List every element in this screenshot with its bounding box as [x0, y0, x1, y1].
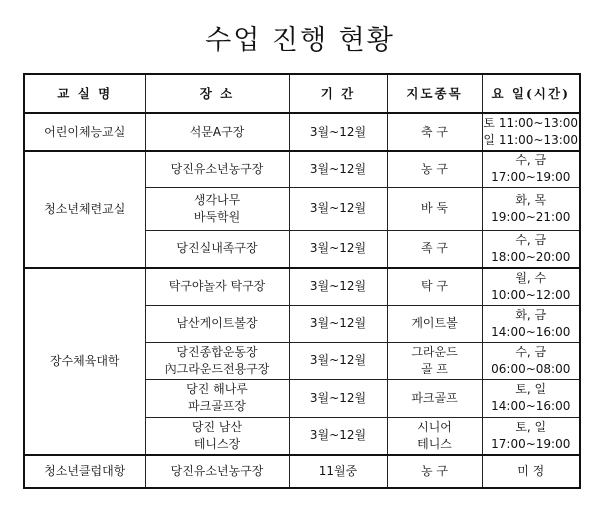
schedule-line: 17:00~19:00: [491, 436, 571, 451]
schedule-cell: [482, 417, 580, 455]
sport-line: 농 구: [421, 464, 448, 478]
place-line: 바둑학원: [193, 209, 241, 224]
sport-line: 게이트볼: [411, 316, 458, 330]
table-group: [24, 151, 580, 268]
place-cell: [145, 151, 289, 187]
header-room: 교 실 명: [24, 74, 145, 113]
place-line: 파크골프장: [188, 399, 246, 413]
sport-line: 시니어: [417, 419, 452, 434]
sport-cell: [387, 455, 482, 488]
period-cell: 3월~12월: [289, 305, 387, 342]
schedule-cell: [482, 151, 580, 187]
schedule-line: 14:00~16:00: [491, 324, 571, 339]
sport-cell: [387, 268, 482, 305]
place-line: 테니스장: [193, 436, 241, 451]
place-line: 당진실내족구장: [176, 241, 258, 256]
place-line: 당진 해나루: [186, 382, 248, 396]
room-cell: 청소년클럽대항: [24, 455, 145, 488]
sport-cell: [387, 230, 482, 268]
place-cell: [145, 113, 289, 151]
schedule-line: 화, 목: [515, 192, 547, 207]
schedule-line: 토, 일: [515, 382, 547, 396]
period-cell: 3월~12월: [289, 151, 387, 187]
room-cell: 장수체육대학: [24, 268, 145, 455]
sport-line: 탁 구: [421, 279, 448, 294]
schedule-line: 일 11:00~13:00: [483, 133, 579, 147]
schedule-cell: [482, 305, 580, 342]
schedule-cell: [482, 230, 580, 268]
place-line: 內그라운드전용구장: [164, 361, 270, 376]
place-cell: [145, 268, 289, 305]
schedule-line: 토 11:00~13:00: [483, 116, 579, 130]
period-cell: 3월~12월: [289, 187, 387, 230]
header-period: 기 간: [289, 74, 387, 113]
schedule-line: 19:00~21:00: [491, 209, 571, 224]
table-group: [24, 113, 580, 151]
place-line: 탁구야놀자 탁구장: [168, 279, 266, 294]
class-status-table: [23, 73, 581, 489]
sport-cell: [387, 379, 482, 417]
room-cell: 청소년체련교실: [24, 151, 145, 268]
sport-cell: [387, 151, 482, 187]
schedule-cell: [482, 455, 580, 488]
place-cell: [145, 305, 289, 342]
schedule-line: 월, 수: [515, 270, 547, 285]
place-line: 당진유소년농구장: [170, 161, 264, 176]
place-cell: [145, 187, 289, 230]
sport-cell: [387, 417, 482, 455]
sport-line: 골 프: [421, 361, 448, 376]
place-cell: [145, 342, 289, 379]
schedule-line: 수, 금: [515, 232, 547, 247]
room-cell: 어린이체능교실: [24, 113, 145, 151]
sport-line: 축 구: [421, 124, 448, 139]
table-group: [24, 455, 580, 488]
place-cell: [145, 379, 289, 417]
schedule-line: 수, 금: [515, 153, 547, 168]
schedule-cell: [482, 268, 580, 305]
period-cell: 3월~12월: [289, 230, 387, 268]
place-cell: [145, 455, 289, 488]
table-row: [24, 268, 580, 305]
place-cell: [145, 230, 289, 268]
sport-line: 그라운드: [411, 344, 458, 359]
sport-line: 파크골프: [411, 390, 458, 405]
schedule-cell: [482, 379, 580, 417]
period-cell: 3월~12월: [289, 417, 387, 455]
table-row: [24, 455, 580, 488]
sport-line: 바 둑: [421, 201, 448, 215]
place-line: 당진유소년농구장: [170, 464, 264, 478]
schedule-line: 14:00~16:00: [491, 399, 571, 413]
header-sport: 지도종목: [387, 74, 482, 113]
place-line: 남산게이트볼장: [176, 316, 258, 330]
sport-line: 족 구: [421, 241, 448, 256]
sport-cell: [387, 187, 482, 230]
header-schedule: 요 일(시간): [482, 74, 580, 113]
period-cell: 3월~12월: [289, 342, 387, 379]
sport-line: 테니스: [417, 436, 452, 451]
period-cell: 3월~12월: [289, 379, 387, 417]
table-row: [24, 151, 580, 187]
period-cell: 3월~12월: [289, 113, 387, 151]
sport-cell: [387, 305, 482, 342]
schedule-line: 수, 금: [515, 344, 547, 359]
place-line: 생각나무: [193, 192, 241, 207]
schedule-line: 미 정: [517, 464, 545, 478]
schedule-line: 10:00~12:00: [491, 287, 571, 302]
place-cell: [145, 417, 289, 455]
schedule-cell: [482, 342, 580, 379]
sport-cell: [387, 342, 482, 379]
schedule-line: 17:00~19:00: [491, 170, 571, 185]
period-cell: 11월중: [289, 455, 387, 488]
schedule-line: 토, 일: [515, 419, 547, 434]
schedule-line: 18:00~20:00: [491, 249, 571, 264]
schedule-line: 06:00~08:00: [491, 361, 571, 376]
schedule-cell: [482, 187, 580, 230]
place-line: 석문A구장: [189, 124, 245, 139]
table-header-row: [24, 74, 580, 113]
sport-cell: [387, 113, 482, 151]
place-line: 당진종합운동장: [176, 344, 258, 359]
table-group: [24, 268, 580, 455]
schedule-cell: [482, 113, 580, 151]
sport-line: 농 구: [421, 161, 448, 176]
header-place: 장 소: [145, 74, 289, 113]
schedule-line: 화, 금: [515, 307, 547, 322]
page-title: 수업 진행 현황: [205, 25, 395, 56]
place-line: 당진 남산: [191, 419, 243, 434]
period-cell: 3월~12월: [289, 268, 387, 305]
table-row: [24, 113, 580, 151]
